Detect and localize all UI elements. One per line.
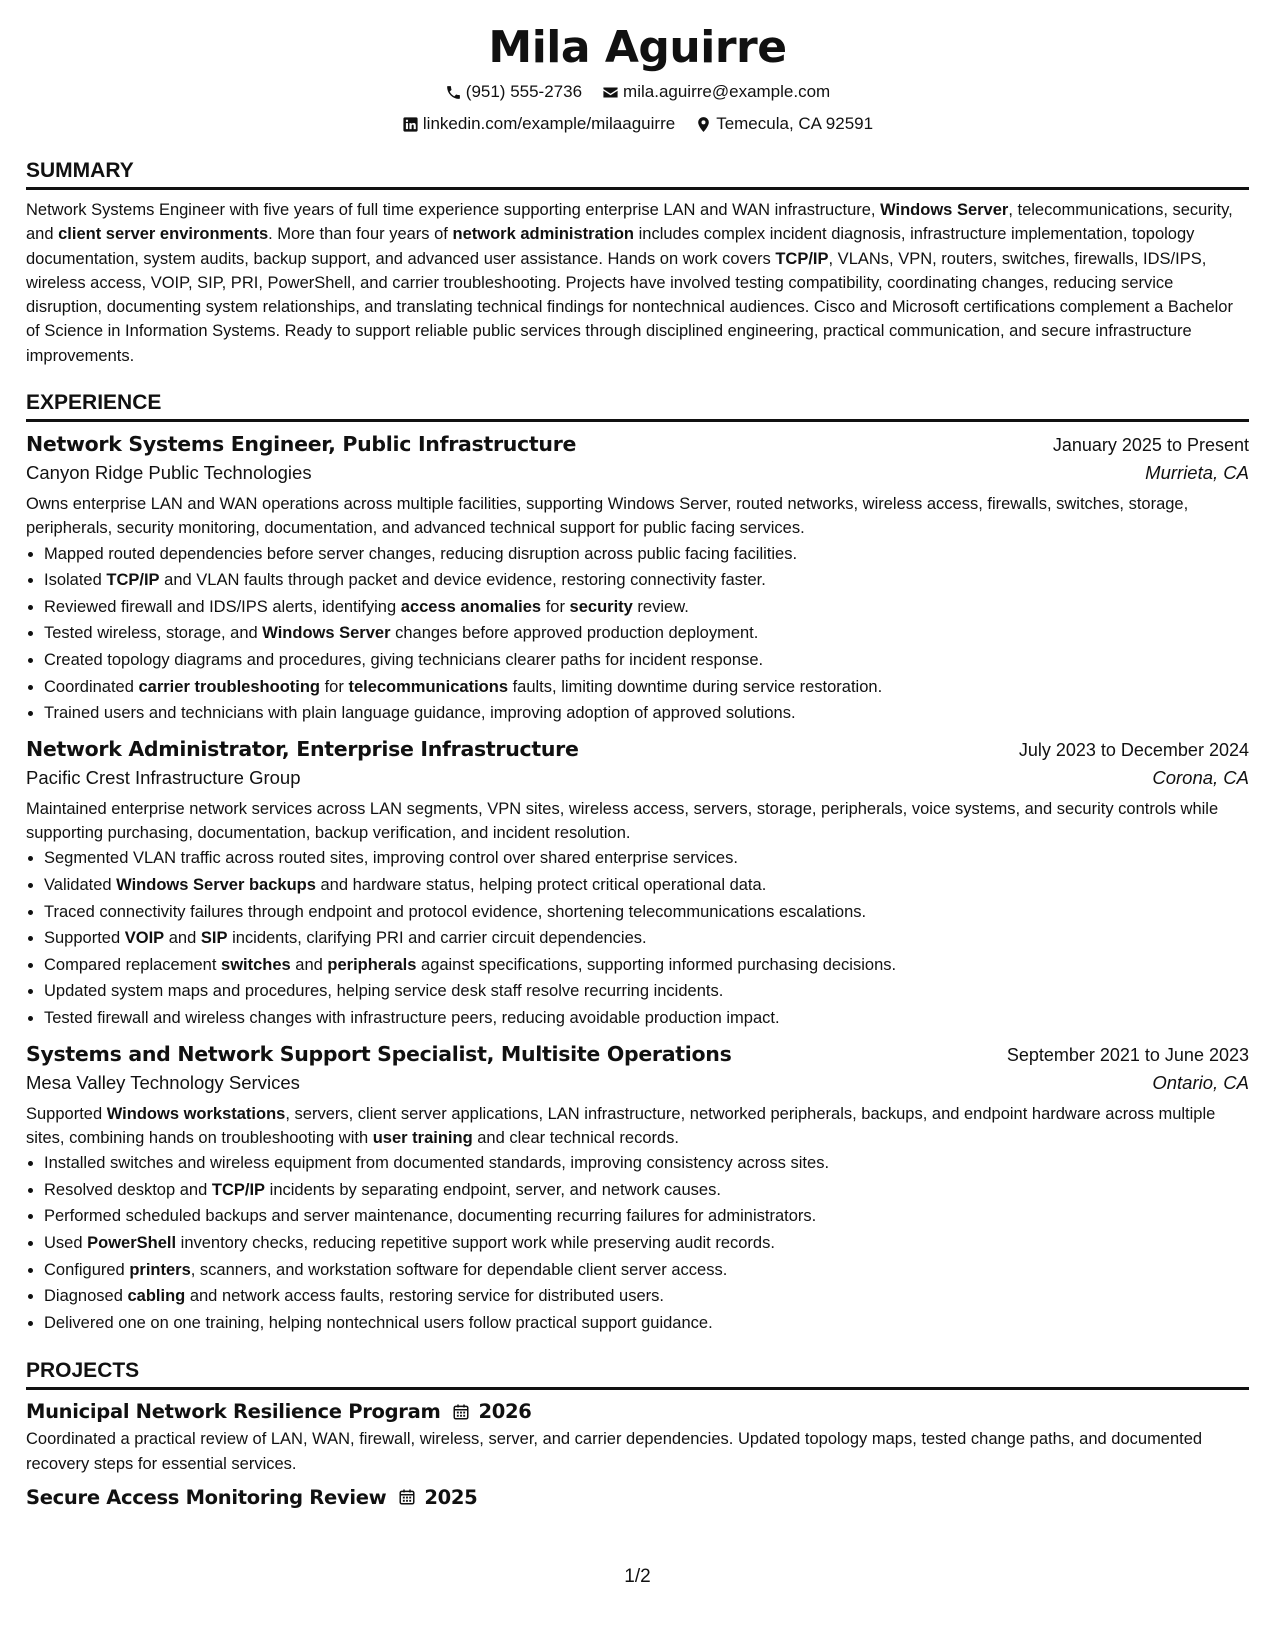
bullet-item: • Tested firewall and wireless changes with infrastructure peers, reducing avoidable production impact.: [44, 1005, 1249, 1032]
job-entry: [26, 737, 1249, 1032]
keyword: Windows workstations: [106, 1104, 286, 1123]
keyword: Windows Server: [262, 624, 391, 643]
keyword: peripherals: [327, 955, 417, 974]
job-subheader: [26, 767, 1249, 789]
keyword: client server environments: [58, 225, 269, 244]
job-entry: [26, 1042, 1249, 1337]
job-subheader: [26, 1072, 1249, 1094]
keyword: telecommunications: [348, 677, 508, 696]
project-description: Coordinated a practical review of LAN, WAN, firewall, wireless, server, and carrier dependencies. Updated topology maps, tested change paths, and documented recovery steps for essential services.: [26, 1430, 1203, 1473]
keyword: PowerShell: [87, 1233, 177, 1252]
calendar-icon: [398, 1488, 416, 1506]
resume-page: [26, 22, 1249, 1509]
experience-heading: EXPERIENCE: [26, 390, 1249, 422]
project-year-text: 2026: [478, 1400, 532, 1424]
job-header: [26, 1042, 1249, 1066]
job-dates: July 2023 to December 2024: [1018, 739, 1249, 760]
job-company: Pacific Crest Infrastructure Group: [26, 766, 301, 788]
keyword: TCP/IP: [775, 249, 829, 268]
job-dates: September 2021 to June 2023: [1006, 1044, 1249, 1065]
bullet-item: • Trained users and technicians with plain language guidance, improving adoption of approved solutions.: [44, 700, 1249, 727]
project-header: [26, 1486, 1249, 1509]
bullet-item: • Updated system maps and procedures, helping service desk staff resolve recurring incidents.: [44, 978, 1249, 1005]
bullet-item: • Created topology diagrams and procedures, giving technicians clearer paths for incident response.: [44, 647, 1249, 674]
keyword: access anomalies: [400, 597, 542, 616]
bullet-item: • Coordinated carrier troubleshooting for telecommunications faults, limiting downtime during service restoration.: [44, 674, 1249, 701]
keyword: VOIP: [124, 929, 165, 948]
job-title: Network Systems Engineer, Public Infrastructure: [26, 432, 577, 457]
job-title: Network Administrator, Enterprise Infrastructure: [26, 736, 579, 761]
phone-contact: [445, 80, 582, 104]
bullet-item: • Used PowerShell inventory checks, reducing repetitive support work while preserving audit records.: [44, 1230, 1249, 1257]
job-company: Mesa Valley Technology Services: [26, 1071, 300, 1093]
bullet-item: • Traced connectivity failures through endpoint and protocol evidence, shortening telecommunications escalations.: [44, 899, 1249, 926]
bullet-item: • Supported VOIP and SIP incidents, clarifying PRI and carrier circuit dependencies.: [44, 925, 1249, 952]
keyword: cabling: [127, 1287, 186, 1306]
linkedin-icon: [402, 116, 419, 133]
bullet-item: • Installed switches and wireless equipment from documented standards, improving consistency across sites.: [44, 1150, 1249, 1177]
job-entry: [26, 432, 1249, 727]
keyword: user training: [372, 1128, 473, 1147]
keyword: TCP/IP: [106, 571, 160, 590]
keyword: SIP: [200, 929, 228, 948]
bullet-item: • Resolved desktop and TCP/IP incidents by separating endpoint, server, and network causes.: [44, 1177, 1249, 1204]
project-name: Municipal Network Resilience Program: [26, 1400, 441, 1424]
job-location: Corona, CA: [1152, 766, 1249, 788]
project-name: Secure Access Monitoring Review: [26, 1485, 387, 1509]
map-pin-icon: [695, 116, 712, 133]
bullet-item: • Tested wireless, storage, and Windows Server changes before approved production deployment.: [44, 620, 1249, 647]
job-header: [26, 737, 1249, 761]
keyword: security: [569, 597, 633, 616]
keyword: carrier troubleshooting: [138, 677, 321, 696]
job-description: Owns enterprise LAN and WAN operations across multiple facilities, supporting Windows Server, routed networks, wireless access, firewalls, switches, storage, peripherals, security monitoring, documentation, and advanced technical support for public facing services.: [26, 495, 1189, 538]
project-entry: [26, 1486, 1249, 1509]
keyword: printers: [129, 1260, 191, 1279]
phone-text: (951) 555-2736: [465, 82, 583, 101]
job-bullets: [26, 1150, 1249, 1336]
keyword: switches: [221, 955, 291, 974]
bullet-item: • Performed scheduled backups and server maintenance, documenting recurring failures for administrators.: [44, 1203, 1249, 1230]
projects-heading: PROJECTS: [26, 1358, 1249, 1390]
candidate-name: Mila Aguirre: [488, 22, 787, 73]
job-bullets: [26, 541, 1249, 727]
bullet-item: • Isolated TCP/IP and VLAN faults through packet and device evidence, restoring connectivity faster.: [44, 567, 1249, 594]
projects-list: [26, 1400, 1249, 1509]
contact-row-1: [26, 80, 1249, 104]
keyword: Windows Server: [880, 201, 1009, 219]
job-description: Supported Windows workstations, servers, client server applications, LAN infrastructure, networked peripherals, backups, and endpoint hardware across multiple sites, combining hands on troubleshooting with user training and clear technical records.: [26, 1104, 1216, 1147]
keyword: TCP/IP: [211, 1180, 266, 1199]
envelope-icon: [602, 84, 619, 101]
project-year: [398, 1486, 477, 1509]
job-header: [26, 432, 1249, 456]
project-header: [26, 1400, 1249, 1423]
job-dates: January 2025 to Present: [1052, 435, 1249, 456]
keyword: Windows Server backups: [116, 876, 316, 895]
email-contact[interactable]: [602, 80, 830, 104]
job-description: Maintained enterprise network services across LAN segments, VPN sites, wireless access, servers, storage, peripherals, voice systems, and security controls while supporting purchasing, documentation, backup verification, and incident resolution.: [26, 799, 1219, 843]
contact-row-2: [26, 112, 1249, 136]
project-year-text: 2025: [424, 1485, 478, 1509]
job-title: Systems and Network Support Specialist, Multisite Operations: [26, 1041, 732, 1066]
project-year: [452, 1400, 531, 1423]
bullet-item: • Delivered one on one training, helping nontechnical users follow practical support guidance.: [44, 1310, 1249, 1337]
job-location: Murrieta, CA: [1145, 462, 1249, 484]
linkedin-contact[interactable]: [402, 112, 675, 136]
bullet-item: • Segmented VLAN traffic across routed sites, improving control over shared enterprise services.: [44, 845, 1249, 872]
job-bullets: [26, 845, 1249, 1031]
job-location: Ontario, CA: [1152, 1071, 1249, 1093]
bullet-item: • Diagnosed cabling and network access faults, restoring service for distributed users.: [44, 1283, 1249, 1310]
project-entry: [26, 1400, 1249, 1476]
keyword: network administration: [452, 225, 635, 244]
bullet-item: • Compared replacement switches and peripherals against specifications, supporting informed purchasing decisions.: [44, 952, 1249, 979]
email-text[interactable]: mila.aguirre@example.com: [623, 82, 831, 101]
page-number: 1/2: [624, 1566, 651, 1587]
job-subheader: [26, 462, 1249, 484]
calendar-icon: [452, 1403, 470, 1421]
summary-text: Network Systems Engineer with five years of full time experience supporting enterprise LAN and WAN infrastructure, Windows Server, telecommunications, security, and client server environments. More than four years of network administration includes complex incident diagnosis, infrastructure implementation, topology documentation, system audits, backup support, and advanced user assistance. Hands on work covers TCP/IP, VLANs, VPN, routers, switches, firewalls, IDS/IPS, wireless access, VOIP, SIP, PRI, PowerShell, and carrier troubleshooting. Projects have involved testing compatibility, coordinating changes, reducing service disruption, documenting system relationships, and translating technical findings for nontechnical audiences. Cisco and Microsoft certifications complement a Bachelor of Science in Information Systems. Ready to support reliable public services through disciplined engineering, practical communication, and secure infrastructure improvements.: [26, 201, 1233, 365]
experience-list: [26, 432, 1249, 1336]
bullet-item: • Mapped routed dependencies before server changes, reducing disruption across public facing facilities.: [44, 541, 1249, 568]
bullet-item: • Reviewed firewall and IDS/IPS alerts, identifying access anomalies for security review.: [44, 594, 1249, 621]
job-company: Canyon Ridge Public Technologies: [26, 462, 312, 484]
phone-icon: [445, 84, 462, 101]
location-text: Temecula, CA 92591: [716, 114, 874, 133]
summary-heading: SUMMARY: [26, 158, 1249, 190]
bullet-item: • Configured printers, scanners, and workstation software for dependable client server access.: [44, 1257, 1249, 1284]
location-contact: [695, 112, 873, 136]
bullet-item: • Validated Windows Server backups and hardware status, helping protect critical operational data.: [44, 872, 1249, 899]
linkedin-text[interactable]: linkedin.com/example/milaaguirre: [422, 114, 676, 133]
